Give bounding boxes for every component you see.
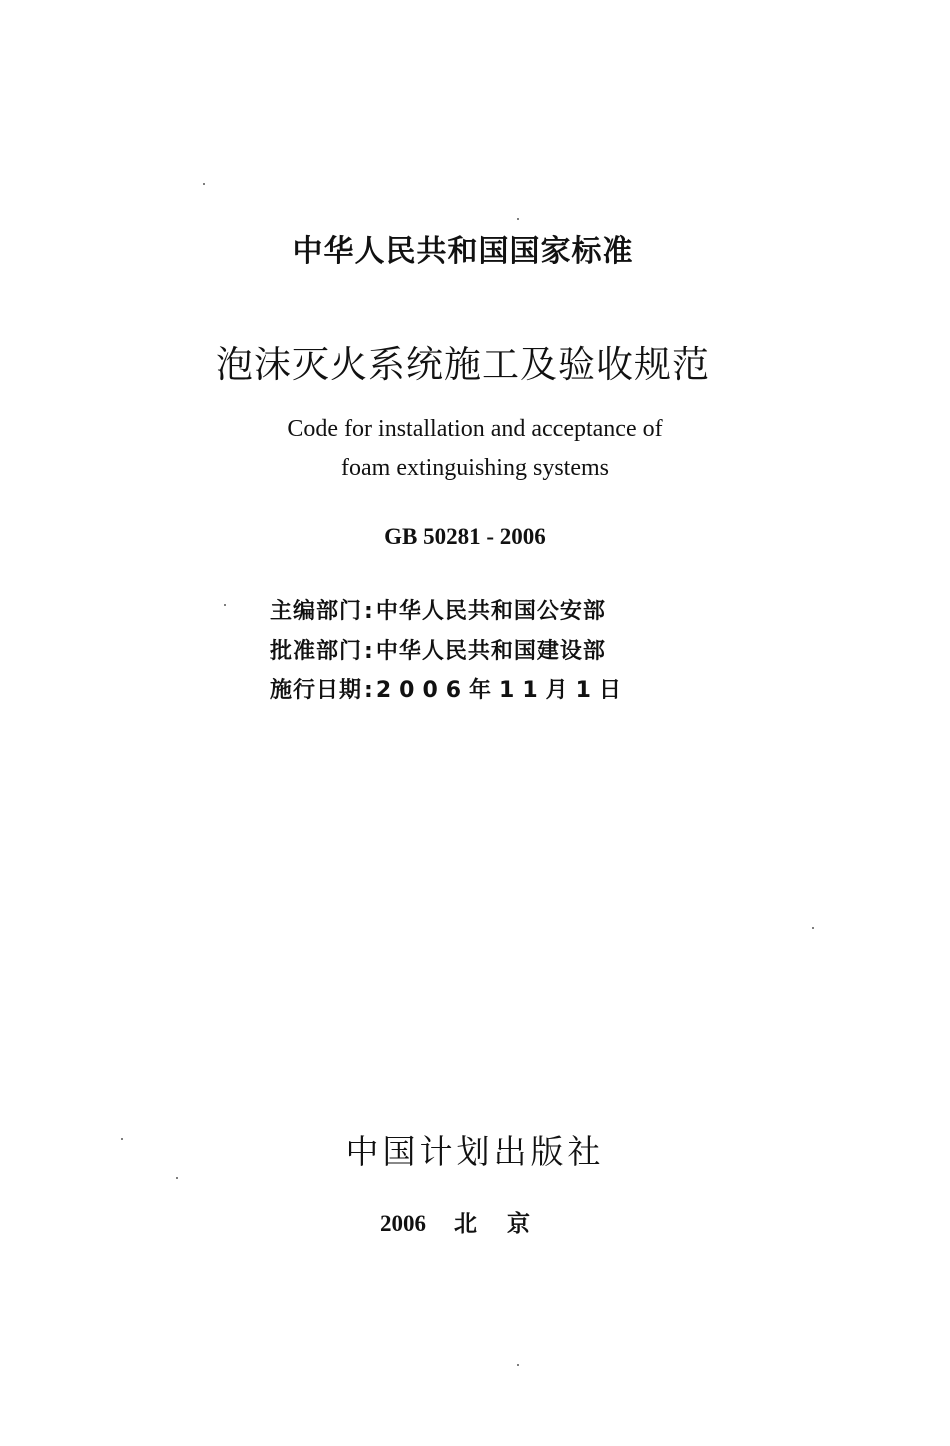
editor-row bbox=[270, 594, 606, 625]
scan-speck bbox=[517, 1364, 519, 1366]
approver-value: 中华人民共和国建设部 bbox=[375, 639, 606, 664]
approver-row bbox=[270, 634, 606, 665]
editor-label: 主编部门 bbox=[270, 599, 363, 624]
imprint-city: 北京 bbox=[454, 1211, 560, 1237]
imprint bbox=[380, 1205, 560, 1238]
approver-label: 批准部门 bbox=[270, 639, 363, 664]
editor-value: 中华人民共和国公安部 bbox=[375, 599, 606, 624]
standard-label: 中华人民共和国国家标准 bbox=[292, 234, 634, 269]
colon-separator: : bbox=[364, 678, 374, 703]
colon-separator: : bbox=[364, 599, 374, 624]
effective-date-label: 施行日期 bbox=[270, 678, 363, 703]
title-english-line-1: Code for installation and acceptance of bbox=[287, 416, 663, 442]
scan-speck bbox=[224, 604, 226, 606]
scan-speck bbox=[517, 218, 519, 220]
imprint-year: 2006 bbox=[380, 1211, 426, 1236]
scan-speck bbox=[203, 183, 205, 185]
standard-code: GB 50281 - 2006 bbox=[384, 524, 546, 549]
scan-speck bbox=[176, 1177, 178, 1179]
effective-date-value: 2006年11月1日 bbox=[375, 678, 629, 703]
colon-separator: : bbox=[364, 639, 374, 664]
effective-date-row bbox=[270, 673, 629, 704]
publisher-name: 中国计划出版社 bbox=[345, 1132, 605, 1171]
title-english-line-2: foam extinguishing systems bbox=[341, 455, 609, 481]
title-chinese: 泡沫灭火系统施工及验收规范 bbox=[216, 343, 710, 386]
scan-speck bbox=[812, 927, 814, 929]
